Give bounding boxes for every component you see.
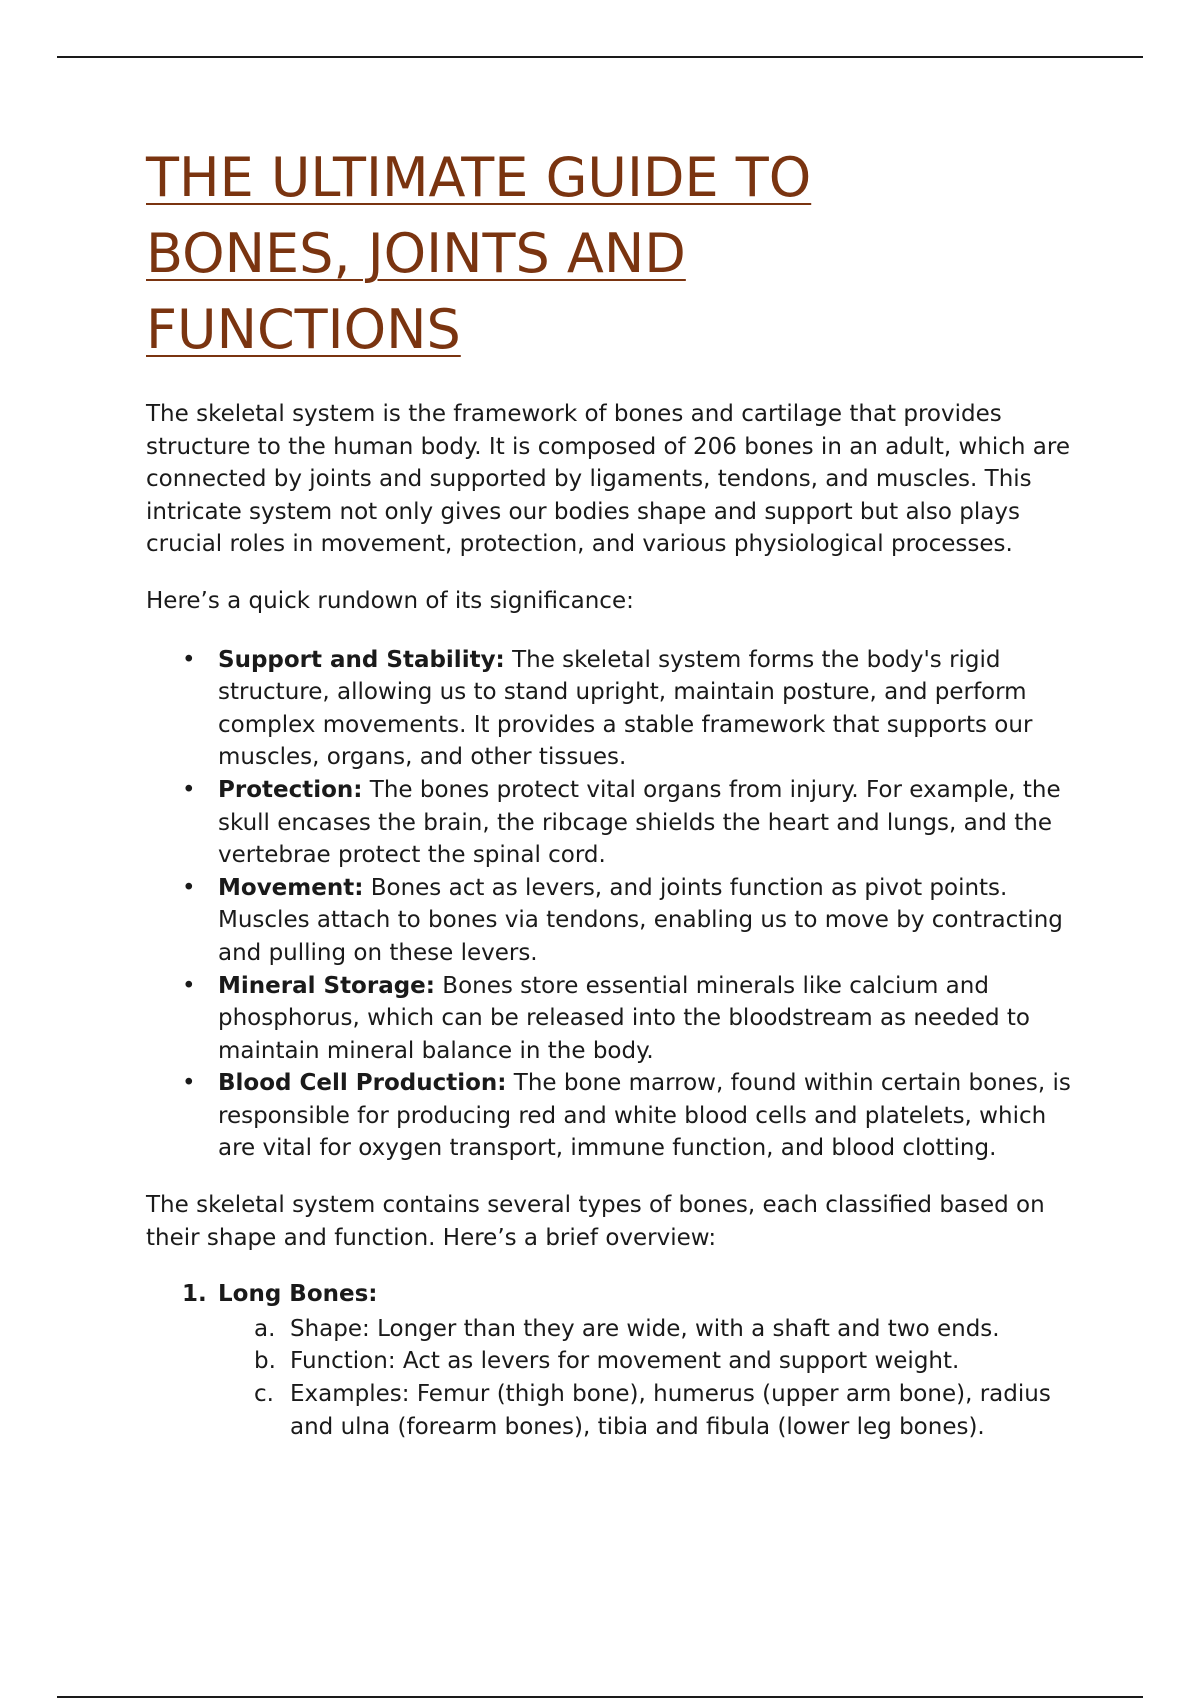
bullet-icon: • — [182, 646, 196, 673]
bullet-icon: • — [182, 776, 196, 803]
document-title — [146, 140, 1076, 368]
title-line: THE ULTIMATE GUIDE TO — [146, 146, 812, 209]
bullet-text: Bones act as levers, and joints function as pivot points. Muscles attach to bones via tendons, enabling us to move by contracting and pulling on these levers. — [218, 874, 1063, 966]
bullet-icon: • — [182, 1070, 196, 1097]
bullet-text: The bone marrow, found within certain bones, is responsible for producing red and white blood cells and platelets, which are vital for oxygen transport, immune function, and blood clotting. — [218, 1070, 1071, 1162]
detail-item — [218, 1313, 1076, 1346]
detail-item — [218, 1345, 1076, 1378]
detail-letter: a. — [254, 1315, 276, 1342]
title-line: FUNCTIONS — [146, 298, 461, 361]
bullet-text: The bones protect vital organs from injury. For example, the skull encases the brain, the ribcage shields the heart and lungs, and the vertebrae protect the spinal cord. — [218, 776, 1061, 869]
bullet-term: Blood Cell Production: — [218, 1070, 507, 1097]
bullet-term: Movement: — [218, 874, 364, 901]
bone-type-item — [146, 1278, 1076, 1443]
list-item — [146, 1067, 1076, 1165]
significance-list — [146, 644, 1076, 1166]
detail-text: Examples: Femur (thigh bone), humerus (upper arm bone), radius and ulna (forearm bones), tibia and fibula (lower leg bones). — [290, 1381, 1051, 1440]
intro-paragraph: The skeletal system is the framework of bones and cartilage that provides structure to the human body. It is composed of 206 bones in an adult, which are connected by joints and supported by ligaments, tendons, and muscles. This intricate system not only gives our bodies shape and support but also plays crucial roles in movement, protection, and various physiological processes. — [146, 401, 1070, 558]
detail-text: Shape: Longer than they are wide, with a shaft and two ends. — [290, 1315, 1000, 1342]
bullet-term: Mineral Storage: — [218, 972, 435, 999]
detail-letter: c. — [254, 1381, 274, 1408]
bone-type-number: 1. — [182, 1281, 207, 1308]
detail-item — [218, 1378, 1076, 1443]
bullet-term: Protection: — [218, 776, 363, 803]
list-item — [146, 970, 1076, 1068]
bone-type-name: Long Bones: — [218, 1281, 378, 1308]
bone-type-details — [218, 1313, 1076, 1443]
detail-text: Function: Act as levers for movement and support weight. — [290, 1348, 960, 1375]
rundown-paragraph: Here’s a quick rundown of its significance: — [146, 587, 634, 614]
list-item — [146, 644, 1076, 774]
detail-letter: b. — [254, 1348, 276, 1375]
bottom-rule — [57, 1696, 1143, 1698]
bone-types-list — [146, 1278, 1076, 1443]
title-line: BONES, JOINTS AND — [146, 222, 686, 285]
list-item — [146, 872, 1076, 970]
bullet-term: Support and Stability: — [218, 646, 505, 673]
top-rule — [57, 56, 1143, 58]
overview-paragraph: The skeletal system contains several types of bones, each classified based on their shape and function. Here’s a brief overview: — [146, 1192, 1045, 1251]
document-body — [146, 140, 1076, 1443]
bullet-icon: • — [182, 874, 196, 901]
bullet-text: Bones store essential minerals like calcium and phosphorus, which can be released into the bloodstream as needed to maintain mineral balance in the body. — [218, 972, 1030, 1064]
bullet-text: The skeletal system forms the body's rigid structure, allowing us to stand upright, maintain posture, and perform complex movements. It provides a stable framework that supports our muscles, organs, and other tissues. — [218, 646, 1033, 771]
bullet-icon: • — [182, 972, 196, 999]
list-item — [146, 774, 1076, 872]
